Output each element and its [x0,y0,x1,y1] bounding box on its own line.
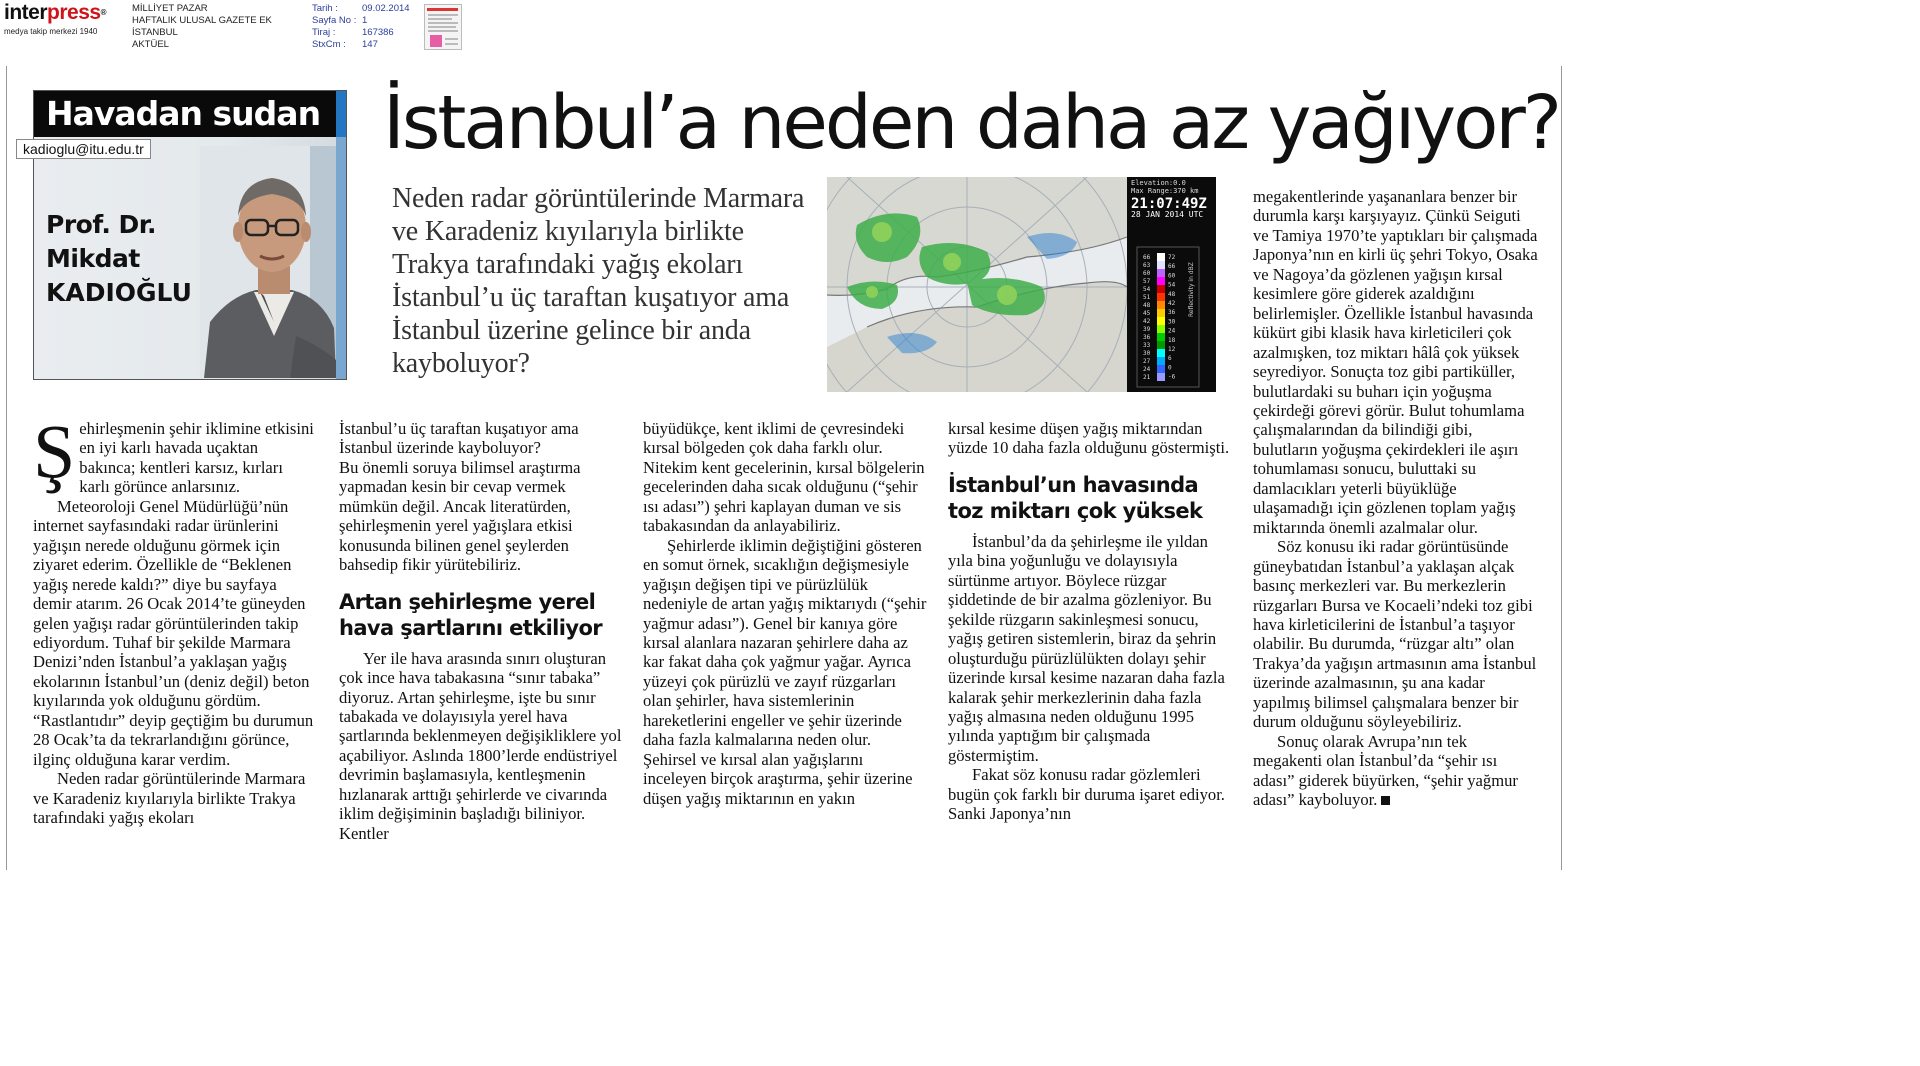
article-deck: Neden radar görüntülerinde Marmara ve Karadeniz kıyılarıyla birlikte Trakya tarafındaki yağış ekoları İstanbul’u üç taraftan kuşatıyor ama İstanbul üzerine gelince bir anda kayboluyor? [392,183,805,379]
scale-swatch [1157,325,1165,333]
scale-swatch [1157,285,1165,293]
column-section-title: Havadan sudan [46,94,321,133]
radar-elevation: Elevation:0.0 [1131,179,1186,187]
col3-paragraph-1: büyüdükçe, kent iklimi de çevresindeki kırsal bölgeden çok daha farklı olur. Nitekim kent gecelerinin, kırsal bölgelerin gecelerinden daha sıcak olduğunu (“şehir ısı adası”) şehri kaplayan duman ve sis tabakasından da anlayabiliriz. [643,419,925,536]
article-headline: İstanbul’a neden daha az yağıyor? [383,80,1560,166]
col3-paragraph-2: Şehirlerde iklimin değiştiğini gösteren en somut örnek, sıcaklığın değişmesiyle yağışın değişen tipi ve pürüzlülük nedeniyle de artan yağış miktarıydı (“şehir yağmur adası”). Genel bir kanıya göre kırsal alanlara nazaran şehirlere daha az kar fakat daha çok yağmur yağar. Ayrıca yüzeyi çok pürüzlü ve zayıf rüzgarları olan şehirler, hava sistemlerinin hareketlerini engeller ve şehir üzerinde daha fazla kalmalarına neden olur. Şehirsel ve kırsal alan yağışlarını inceleyen birçok araştırma, şehir üzerine düşen yağış miktarının en yakın [643,535,927,808]
meta-row-circulation: Tiraj : 167386 [312,27,394,38]
scale-tick-right: 48 [1168,290,1176,298]
publication-section: AKTÜEL [132,39,169,50]
scale-tick-left: 30 [1143,350,1151,357]
scale-swatch [1157,293,1165,301]
col4-paragraph-1: kırsal kesime düşen yağış miktarından yüzde 10 daha fazla olduğunu göstermişti. [948,419,1230,458]
publication-city: İSTANBUL [132,27,178,38]
col4-paragraph-2: İstanbul’da da şehirleşme ile yıldan yıla bina yoğunluğu ve dolayısıyla sürtünme artıyor. Böylece rüzgar şiddetinde de bir azalma gözleniyor. Bu şekilde rüzgarın sakinleşmesi sonucu, yağış getiren sistemlerin, biraz da şehrin oluşturduğu pürüzlülükten dolayı şehir üzerinde kırsal kesime nazaran daha fazla kalarak şehir merkezlerinin daha fazla yağış almasına neden olduğunu 1995 yılında yaptığım bir çalışmada göstermiştim. [948,531,1225,765]
logo-registered: ® [100,8,106,17]
subheading-sehirlesme: Artan şehirleşme yerel hava şartlarını etkiliyor [339,589,603,640]
col1-paragraph-2: Meteoroloji Genel Müdürlüğü’nün internet sayfasındaki radar ürünlerini yağışın nerede olduğunu görmek için ziyaret ederim. Özellikle de “Beklenen yağış nerede kaldı?” diye bu sayfaya demir atarım. 26 Ocak 2014’te güneyden gelen yağışı radar görüntülerinden takip ediyordum. Tuhaf bir şekilde Marmara Denizi’nden İstanbul’a yaklaşan yağış ekolarının İstanbul’un (deniz değil) beton kıyılarında yok olduğunu gördüm. “Rastlantıdır” deyip geçtiğim bu durumun 28 Ocak’ta da tekrarlandığını görünce, ilginç olduğuna karar verdim. [33,496,314,769]
scale-tick-left: 57 [1143,278,1151,285]
page-thumbnail[interactable] [424,4,462,50]
col5-paragraph-3: Sonuç olarak Avrupa’nın tek megakenti olan İstanbul’da “şehir ısı adası” giderek büyürken, “şehir yağmur adası” kayboluyor. [1253,731,1518,810]
publication-frequency: HAFTALIK ULUSAL GAZETE EK [132,15,272,26]
scale-tick-left: 42 [1143,318,1151,325]
body-column-2 [339,419,627,843]
scale-swatch [1157,349,1165,357]
publication-name: MİLLİYET PAZAR [132,3,208,14]
scale-swatch [1157,277,1165,285]
subheading-istanbul-toz: İstanbul’un havasında toz miktarı çok yüksek [948,472,1203,523]
scale-tick-right: 30 [1168,318,1176,326]
col1-paragraph-1: Şehirleşmenin şehir iklimine etkisini en iyi karlı havada uçaktan bakınca; kentleri karsız, kırları karlı görünce anlarsınız. [33,410,314,497]
body-column-4 [948,419,1232,824]
author-first-name: Mikdat [46,244,140,273]
scale-swatch [1157,261,1165,269]
scale-tick-right: 6 [1168,355,1172,363]
scale-tick-left: 63 [1143,262,1151,269]
scale-tick-right: 18 [1168,336,1176,344]
col5-paragraph-2: Söz konusu iki radar görüntüsünde güneybatıdan İstanbul’a yaklaşan alçak basınç merkezleri var. Bu merkezlerin rüzgarları Bursa ve Kocaeli’ndeki toz gibi hava kirleticilerini de İstanbul’a taşıyor olabilir. Bu durumda, “rüzgar altı” olan Trakya’da yağışın artmasının ama İstanbul üzerinde azalmasının, şu ana kadar yapılmış bilimsel çalışmalara benzer bir durum olduğunu söyleyebiliriz. [1253,537,1537,732]
logo-press: press [47,1,101,24]
radar-date: 28 JAN 2014 UTC [1131,210,1204,219]
logo-tagline: medya takip merkezi 1940 [4,27,98,36]
scale-tick-left: 33 [1143,342,1151,349]
logo-inter: inter [4,1,48,24]
col2-paragraph-3: Yer ile hava arasında sınırı oluşturan çok ince hava tabakasına “sınır tabaka” diyoruz. Artan şehirleşme, işte bu sınır tabakada ve dolayısıyla yerel hava şartlarında beklenmeyen değişikliklere yol açabiliyor. Aslında 1800’lerde endüstriyel devrimin başlamasıyla, kentleşmenin hızlanarak arttığı şehirlerde ve civarında iklim değişiminin başladığı biliniyor. Kentler [339,648,622,843]
radar-image [827,177,1216,392]
publication-info [132,3,272,51]
scale-swatch [1157,341,1165,349]
scale-tick-left: 24 [1143,366,1151,373]
meta-row-date: Tarih : 09.02.2014 [312,3,410,14]
scale-tick-left: 60 [1143,270,1151,277]
scale-tick-left: 39 [1143,326,1151,333]
scale-tick-right: 72 [1168,254,1176,261]
col1-paragraph-3: Neden radar görüntülerinde Marmara ve Karadeniz kıyılarıyla birlikte Trakya tarafındaki yağış ekoları [33,769,306,828]
scale-swatch [1157,365,1165,373]
scale-tick-right: 66 [1168,263,1176,271]
body-column-1 [33,410,317,828]
col2-paragraph-1: İstanbul’u üç taraftan kuşatıyor ama İstanbul üzerinde kayboluyor? [339,419,579,458]
scale-tick-right: 42 [1168,300,1176,307]
radar-time: 21:07:49Z [1131,196,1207,212]
scale-tick-left: 21 [1143,374,1151,381]
scale-tick-left: 45 [1143,310,1151,317]
scale-tick-left: 48 [1143,302,1151,309]
scale-swatch [1157,269,1165,277]
scale-tick-right: -6 [1168,373,1176,381]
scale-swatch [1157,357,1165,365]
scale-tick-left: 54 [1143,286,1151,293]
meta-row-page: Sayfa No : 1 [312,15,368,26]
author-last-name: KADIOĞLU [46,278,192,307]
scale-tick-right: 36 [1168,309,1176,317]
drop-cap: Ş [33,410,76,494]
scale-tick-left: 66 [1143,254,1151,261]
scale-swatch [1157,373,1165,381]
col4-paragraph-3: Fakat söz konusu radar gözlemleri bugün çok farklı bir duruma işaret ediyor. Sanki Japonya’nın [948,765,1225,824]
interpress-logo [4,2,124,42]
body-column-5 [1253,187,1539,810]
author-portrait [200,146,336,378]
scale-swatch [1157,309,1165,317]
scale-swatch [1157,333,1165,341]
scale-tick-right: 54 [1168,281,1176,289]
scale-tick-right: 12 [1168,346,1176,353]
scale-swatch [1157,253,1165,261]
clip-meta [312,3,410,51]
radar-max-range: Max Range:370 km [1131,187,1199,195]
scale-tick-left: 27 [1143,358,1151,365]
author-name [46,208,192,310]
body-column-3 [643,419,927,808]
end-mark-icon [1381,796,1390,805]
scale-tick-left: 51 [1143,294,1151,301]
scale-swatch [1157,301,1165,309]
scale-tick-right: 60 [1168,272,1176,280]
page-border-left [6,66,7,870]
scale-swatch [1157,317,1165,325]
scale-tick-right: 0 [1168,364,1172,372]
page-border-right [1561,66,1562,870]
scale-tick-right: 24 [1168,327,1176,335]
scale-tick-left: 36 [1143,334,1151,341]
radar-scale-label: Reflectivity in dBZ [1188,262,1195,317]
meta-row-stxcm: StxCm : 147 [312,39,378,50]
col2-paragraph-2: Bu önemli soruya bilimsel araştırma yapmadan kesin bir cevap vermek mümkün değil. Ancak literatürden, şehirleşmenin yerel yağışlara etkisi konusunda bilinen genel şeylerden bahsedip fikir yürütebiliriz. [339,457,581,575]
col5-paragraph-1: megakentlerinde yaşananlara benzer bir durumla karşı karşıyayız. Çünkü Seiguti ve Tamiya 1970’te yaptıkları bir çalışmada Japonya’nın en kirli üç şehri Tokyo, Osaka ve Nagoya’da gözlenen yağışın kırsal kesimlere göre giderek azaldığını belirlemişler. Özellikle İstanbul havasında kükürt gibi klasik hava kirleticileri çok azalmışken, toz miktarı hâlâ çok yüksek seyrediyor. Sonuçta toz gibi partiküller, bulutlardaki su buharı için yoğuşma çekirdeği görevi görür. Bulut tohumlama çalışmalarından da bilindiği gibi, bulutların yoğuşma çekirdekleri ile aşırı tohumlaması sonucu, buluttaki su damlacıkları yeterli büyüklüğe ulaşamadığı için gözlenen toplam yağış miktarında önemli azalmalar olur. [1253,187,1538,537]
author-title: Prof. Dr. [46,210,157,239]
author-email-link[interactable]: kadioglu@itu.edu.tr [16,139,151,159]
